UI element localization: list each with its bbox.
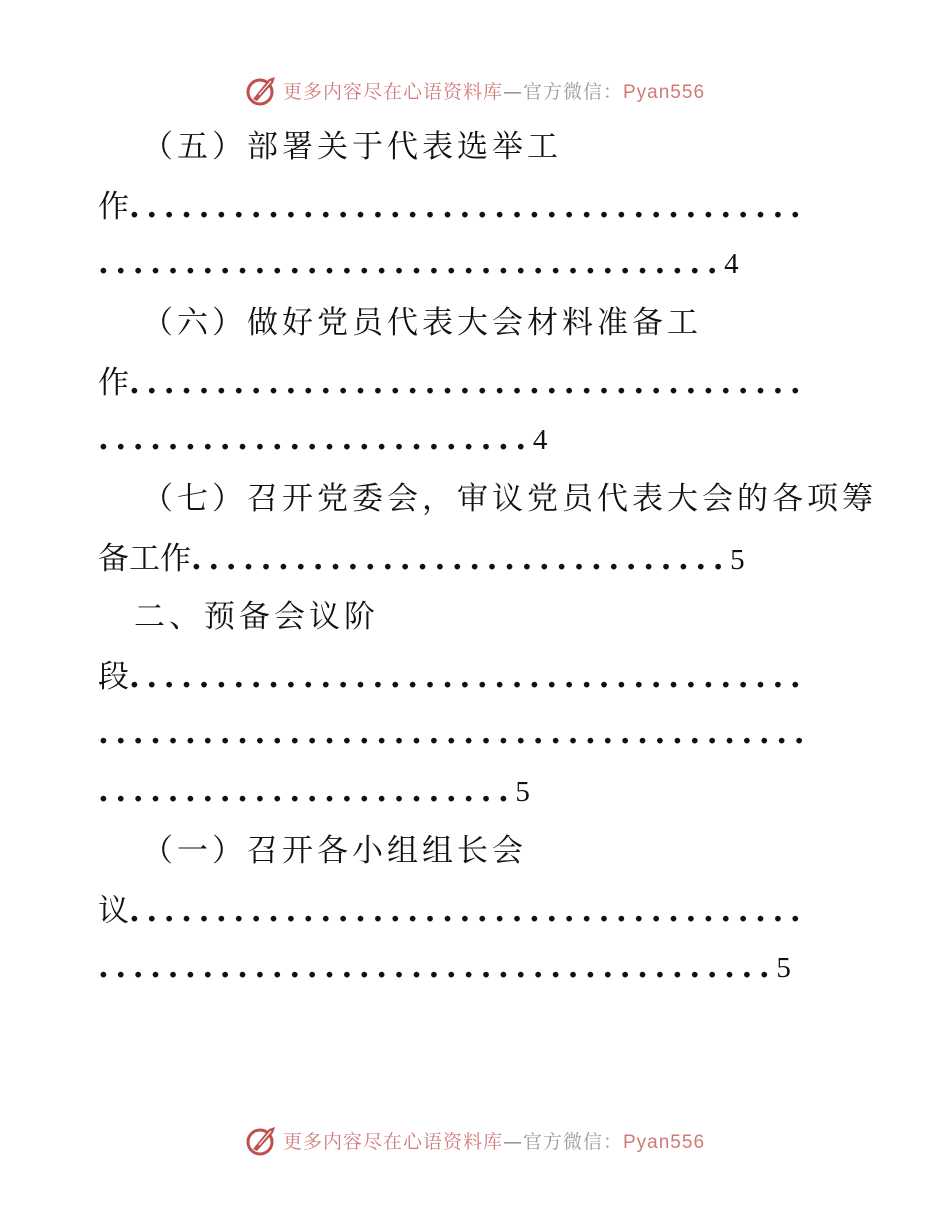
- page-number: 4: [724, 248, 739, 280]
- toc-entry-dots-page: ....................................4: [98, 245, 739, 281]
- toc-entry-continuation: 作.......................................: [98, 365, 808, 401]
- watermark-text: 更多内容尽在心语资料库—官方微信：Pyan556: [282, 1130, 706, 1153]
- toc-entry-continuation: 议.......................................: [98, 893, 808, 929]
- watermark-banner-bottom: [0, 1120, 950, 1160]
- toc-entry-dots: .........................................: [98, 715, 812, 751]
- toc-entry-title: （一）召开各小组组长会: [142, 833, 527, 869]
- feather-pen-icon: [245, 1123, 279, 1157]
- toc-entry-dots-page: ........................5: [98, 773, 530, 809]
- toc-entry-continuation: 段.......................................: [98, 659, 808, 695]
- toc-entry-title: （五）部署关于代表选举工: [142, 129, 562, 165]
- page-number: 5: [515, 776, 530, 808]
- toc-entry-continuation: 备工作...............................5: [98, 541, 745, 577]
- toc-section-title: 二、预备会议阶: [134, 599, 379, 635]
- page-number: 5: [730, 544, 745, 576]
- watermark-text: 更多内容尽在心语资料库—官方微信：Pyan556: [282, 80, 706, 103]
- toc-entry-title: （七）召开党委会，审议党员代表大会的各项筹: [142, 481, 877, 517]
- page-number: 5: [776, 952, 791, 984]
- toc-entry-dots-page: .........................4: [98, 421, 548, 457]
- toc-entry-title: （六）做好党员代表大会材料准备工: [142, 305, 702, 341]
- page-number: 4: [532, 424, 548, 456]
- toc-entry-dots-page: .......................................5: [98, 949, 791, 985]
- toc-entry-continuation: 作.......................................: [98, 189, 808, 225]
